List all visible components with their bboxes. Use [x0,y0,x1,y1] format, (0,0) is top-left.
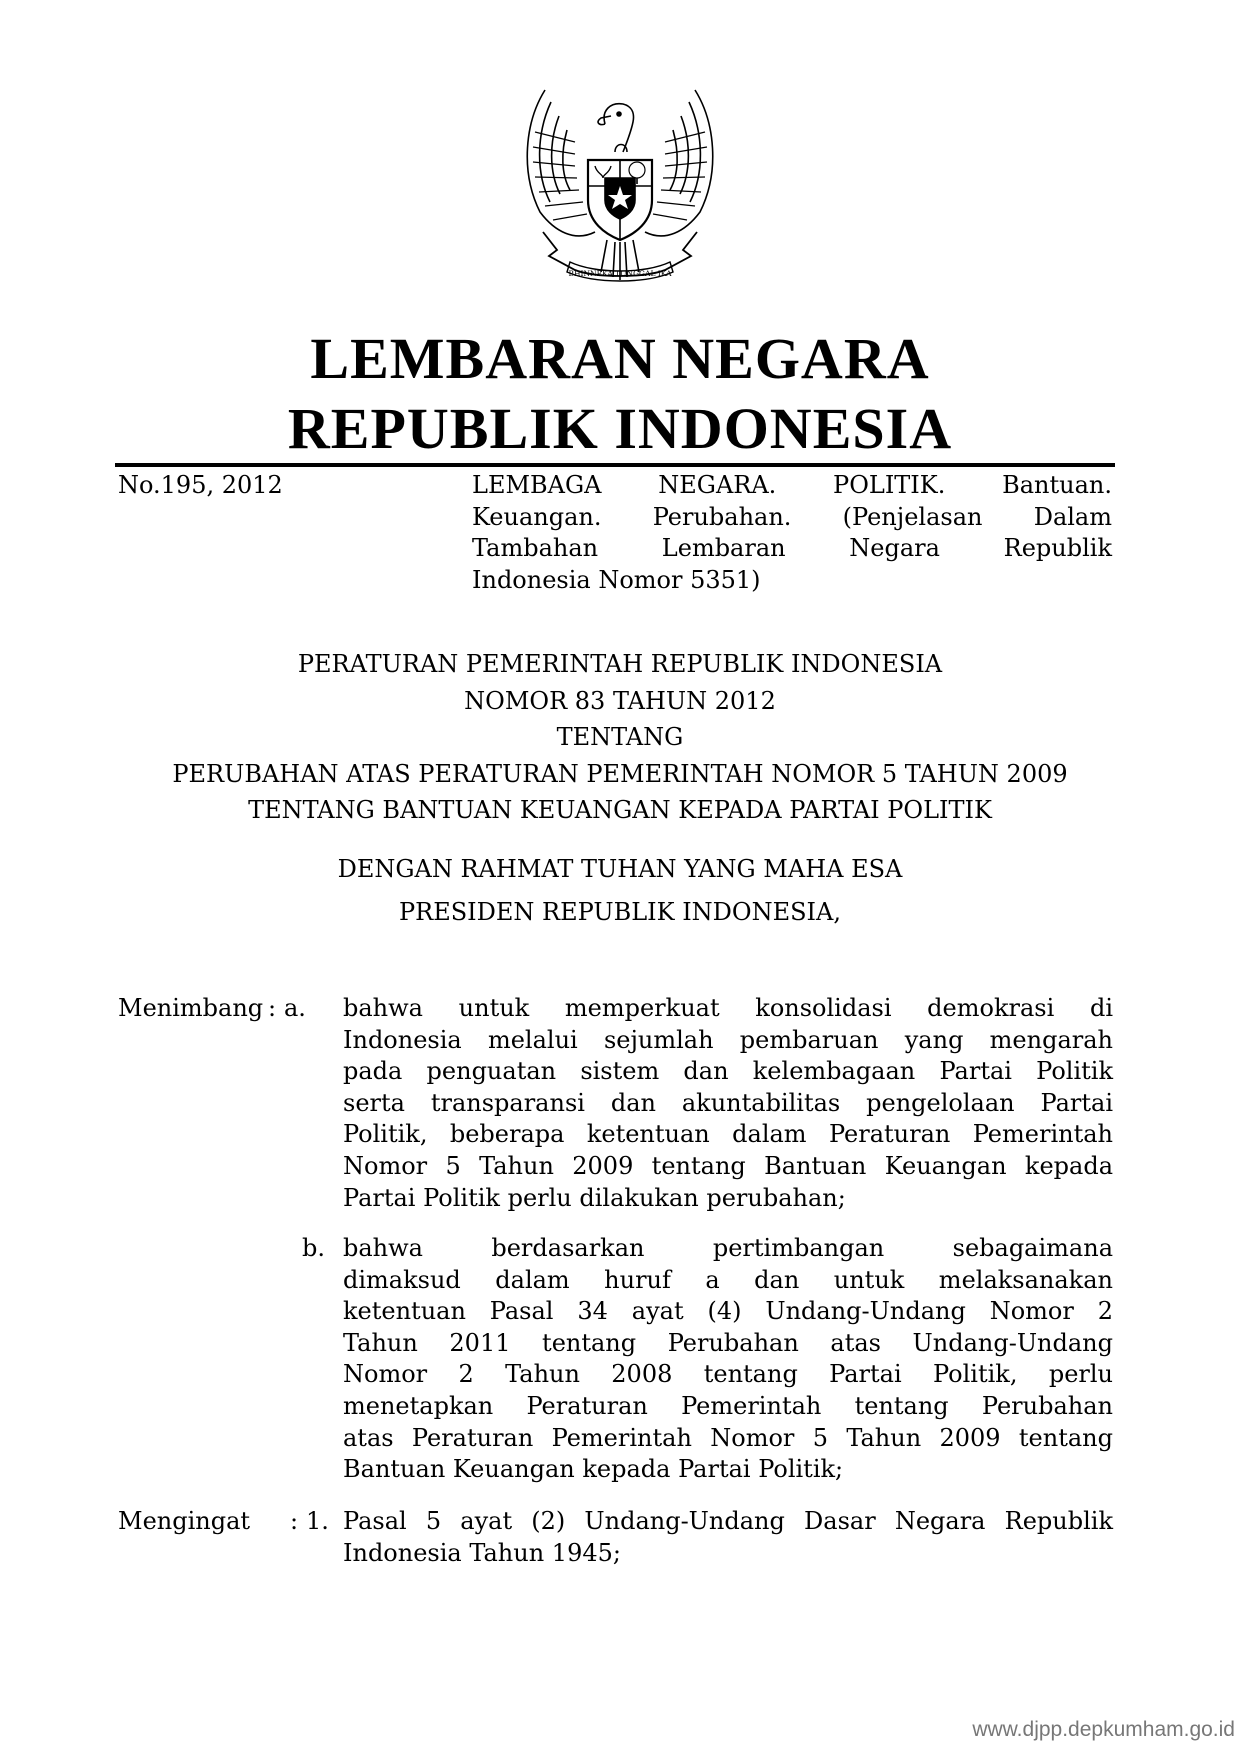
text-line: Bantuan Keuangan kepada Partai Politik; [343,1455,844,1484]
preamble-invocation: DENGAN RAHMAT TUHAN YANG MAHA ESA [337,855,903,883]
gazette-subject [472,470,1112,596]
text-line: pada penguatan sistem dan kelembagaan Partai Politik [343,1057,1113,1086]
gazette-subtitle: REPUBLIK INDONESIA [287,396,953,461]
text-line: Indonesia Tahun 1945; [343,1538,621,1567]
text-line: serta transparansi dan akuntabilitas pengelolaan Partai [343,1088,1113,1117]
text-line: ketentuan Pasal 34 ayat (4) Undang-Undang Nomor 2 [343,1297,1113,1326]
regulation-number: NOMOR 83 TAHUN 2012 [464,687,776,715]
text-line: bahwa untuk memperkuat konsolidasi demokrasi di [343,994,1113,1022]
text-line: Pasal 5 ayat (2) Undang-Undang Dasar Negara Republik [343,1507,1113,1535]
text-line: menetapkan Peraturan Pemerintah tentang Perubahan [343,1391,1113,1420]
gazette-number: No.195, 2012 [118,471,283,499]
text-line: Nomor 5 Tahun 2009 tentang Bantuan Keuangan kepada [343,1151,1113,1180]
regulation-type: PERATURAN PEMERINTAH REPUBLIK INDONESIA [297,650,943,678]
preamble-president: PRESIDEN REPUBLIK INDONESIA, [398,898,841,926]
text-line: bahwa berdasarkan pertimbangan sebagaimana [343,1234,1113,1262]
header-divider [115,463,1115,467]
regulation-title-line2: TENTANG BANTUAN KEUANGAN KEPADA PARTAI POLITIK [248,796,992,824]
source-url-link[interactable]: www.djpp.depkumham.go.id [972,1718,1235,1741]
text-line: Tahun 2011 tentang Perubahan atas Undang-Undang [343,1328,1113,1357]
subject-line: LEMBAGA NEGARA. POLITIK. Bantuan. [472,471,1112,499]
subject-line: Tambahan Lembaran Negara Republik [472,534,1112,562]
legal-basis-1 [343,1506,1113,1569]
subject-line: Indonesia Nomor 5351) [472,565,761,594]
colon: : [268,994,277,1022]
text-line: Politik, beberapa ketentuan dalam Peraturan Pemerintah [343,1120,1113,1149]
regulation-title-line1: PERUBAHAN ATAS PERATURAN PEMERINTAH NOMOR 5 TAHUN 2009 [172,760,1068,788]
item-marker: b. [302,1234,325,1262]
gazette-title: LEMBARAN NEGARA [310,326,930,391]
consideration-a [343,993,1113,1214]
item-marker: 1. [306,1507,329,1535]
consideration-b [343,1233,1113,1486]
mengingat-label: Mengingat [118,1507,251,1535]
text-line: Nomor 2 Tahun 2008 tentang Partai Politik, perlu [343,1360,1113,1389]
text-line: Indonesia melalui sejumlah pembaruan yang mengarah [343,1025,1113,1054]
regulation-tentang: TENTANG [556,723,684,751]
subject-line: Keuangan. Perubahan. (Penjelasan Dalam [472,502,1112,531]
text-line: dimaksud dalam huruf a dan untuk melaksanakan [343,1265,1113,1294]
colon: : [290,1507,299,1535]
text-line: atas Peraturan Pemerintah Nomor 5 Tahun 2009 tentang [343,1423,1113,1452]
svg-text:BHINNEKA TUNGGAL IKA: BHINNEKA TUNGGAL IKA [568,269,672,278]
garuda-emblem-icon [515,82,725,297]
text-line: Partai Politik perlu dilakukan perubahan; [343,1183,846,1212]
item-marker: a. [284,994,306,1022]
menimbang-label: Menimbang [118,994,264,1022]
